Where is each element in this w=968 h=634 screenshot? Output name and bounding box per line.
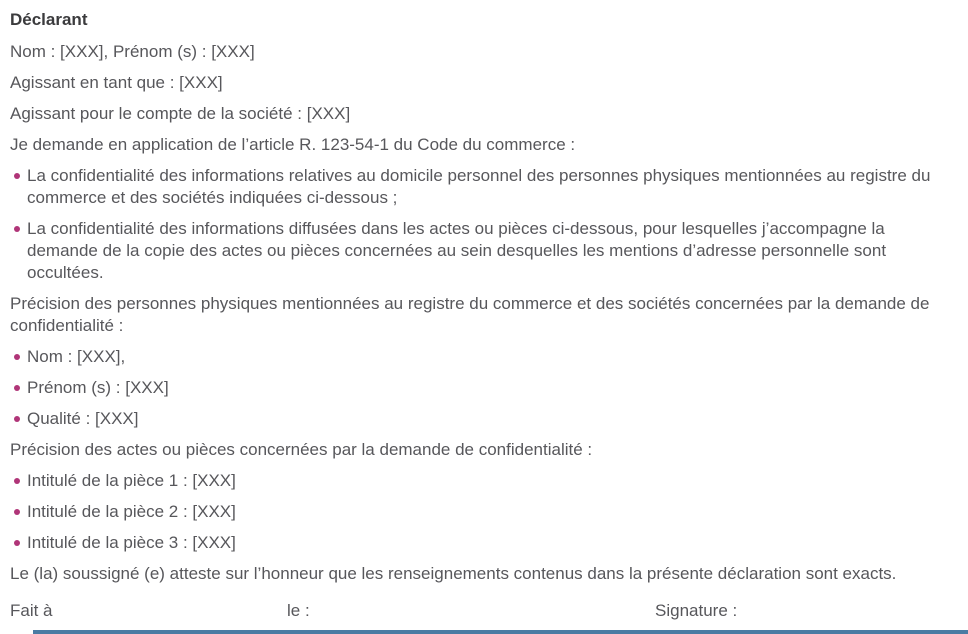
bullet-icon [14,226,20,232]
signature-row [10,600,952,622]
list-item [10,346,952,368]
piece-item-text: Intitulé de la pièce 1 : [XXX] [27,471,236,490]
person-item-text: Nom : [XXX], [27,347,126,366]
persons-section-intro: Précision des personnes physiques mentionnées au registre du commerce et des sociétés concernées par la demande de confidentialité : [10,294,930,335]
piece-item-text: Intitulé de la pièce 3 : [XXX] [27,533,236,552]
list-item [10,470,952,492]
date-label: le : [287,601,310,620]
person-item-text: Prénom (s) : [XXX] [27,378,169,397]
pieces-items-list [10,470,952,554]
request-intro: Je demande en application de l’article R. 123-54-1 du Code du commerce : [10,135,576,154]
list-item [10,532,952,554]
attestation-paragraph: Le (la) soussigné (e) atteste sur l’honneur que les renseignements contenus dans la présente déclaration sont exacts. [10,564,897,583]
person-item-text: Qualité : [XXX] [27,409,139,428]
identity-line: Nom : [XXX], Prénom (s) : [XXX] [10,42,255,61]
bullet-icon [14,173,20,179]
bullet-icon [14,509,20,515]
bullet-icon [14,478,20,484]
list-item [10,408,952,430]
bullet-icon [14,540,20,546]
bullet-icon [14,354,20,360]
declarant-heading: Déclarant [10,10,88,29]
place-label: Fait à [10,601,53,620]
request-item-text: La confidentialité des informations diffusées dans les actes ou pièces ci-dessous, pour lesquelles j’accompagne la demande de la copie des actes ou pièces concernées au sein desquelles les mentions d’adresse personnelle sont occultées. [27,219,887,282]
bullet-icon [14,416,20,422]
acting-as-line: Agissant en tant que : [XXX] [10,73,223,92]
request-items-list [10,165,952,284]
list-item [10,501,952,523]
bullet-icon [14,385,20,391]
persons-items-list [10,346,952,430]
acting-for-line: Agissant pour le compte de la société : [XXX] [10,104,351,123]
bottom-section-edge [33,630,968,634]
pieces-section-intro: Précision des actes ou pièces concernées par la demande de confidentialité : [10,440,593,459]
list-item [10,218,952,284]
list-item [10,165,952,209]
signature-label: Signature : [655,601,738,620]
piece-item-text: Intitulé de la pièce 2 : [XXX] [27,502,236,521]
list-item [10,377,952,399]
request-item-text: La confidentialité des informations relatives au domicile personnel des personnes physiques mentionnées au registre du commerce et des sociétés indiquées ci-dessous ; [27,166,931,207]
